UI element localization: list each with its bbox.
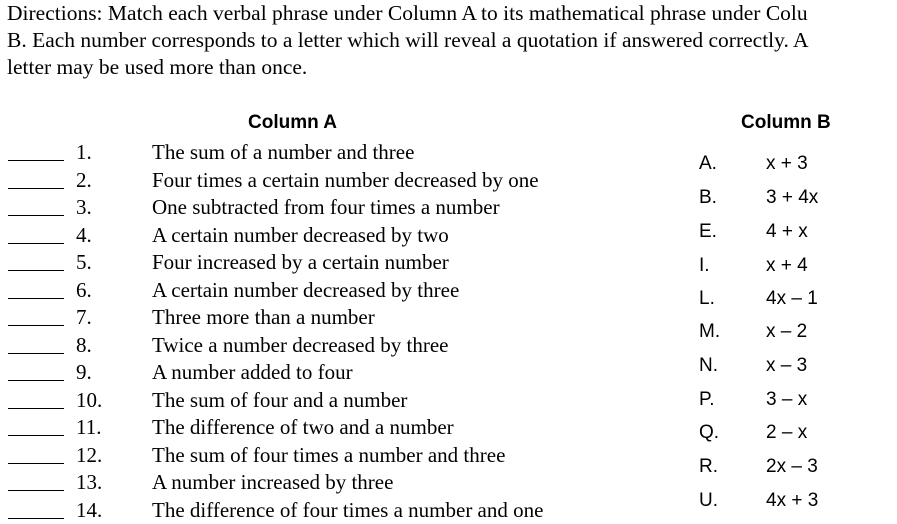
- answer-blank[interactable]: [8, 270, 64, 271]
- column-a-heading: Column A: [248, 112, 338, 133]
- item-number: 11.: [76, 415, 102, 439]
- item-number: 1.: [76, 140, 92, 164]
- directions-line-3: letter may be used more than once.: [7, 55, 308, 79]
- directions-line-2: B. Each number corresponds to a letter which will reveal a quotation if answered correctly. A: [7, 28, 809, 52]
- item-number: 13.: [76, 470, 103, 494]
- item-letter: I.: [699, 255, 710, 276]
- item-expression: 4x – 1: [766, 288, 818, 309]
- item-letter: Q.: [699, 422, 720, 443]
- item-letter: E.: [699, 221, 717, 242]
- answer-blank[interactable]: [8, 408, 64, 409]
- answer-blank[interactable]: [8, 243, 64, 244]
- item-phrase: One subtracted from four times a number: [152, 195, 500, 219]
- item-expression: x + 4: [766, 255, 808, 276]
- item-number: 6.: [76, 277, 92, 302]
- item-expression: 2x – 3: [766, 456, 818, 477]
- item-letter: M.: [699, 321, 721, 342]
- column-b-heading: Column B: [741, 112, 831, 133]
- item-phrase: A number added to four: [152, 360, 353, 384]
- answer-blank[interactable]: [8, 463, 64, 464]
- answer-blank[interactable]: [8, 298, 64, 299]
- item-phrase: Four times a certain number decreased by one: [152, 167, 539, 192]
- item-expression: 2 – x: [766, 422, 808, 443]
- item-phrase: A certain number decreased by three: [152, 277, 460, 302]
- item-letter: P.: [699, 389, 715, 410]
- item-number: 4.: [76, 222, 92, 247]
- item-letter: A.: [699, 153, 717, 174]
- answer-blank[interactable]: [8, 380, 64, 381]
- item-number: 7.: [76, 305, 92, 329]
- item-phrase: The sum of four times a number and three: [152, 442, 506, 467]
- answer-blank[interactable]: [8, 215, 64, 216]
- item-expression: x – 3: [766, 355, 808, 376]
- item-number: 5.: [76, 250, 92, 274]
- directions-line-1: Directions: Match each verbal phrase under Column A to its mathematical phrase under Colu: [7, 1, 808, 25]
- answer-blank[interactable]: [8, 325, 64, 326]
- item-expression: 4 + x: [766, 221, 808, 242]
- item-letter: L.: [699, 288, 715, 309]
- answer-blank[interactable]: [8, 518, 64, 519]
- item-letter: N.: [699, 355, 718, 376]
- item-number: 14.: [76, 497, 103, 522]
- item-phrase: The difference of two and a number: [152, 415, 454, 439]
- item-letter: R.: [699, 456, 718, 477]
- answer-blank[interactable]: [8, 353, 64, 354]
- answer-blank[interactable]: [8, 160, 64, 161]
- item-letter: B.: [699, 187, 717, 208]
- item-phrase: The difference of four times a number and one: [152, 497, 544, 522]
- item-number: 9.: [76, 360, 92, 384]
- directions: [7, 0, 897, 81]
- item-number: 8.: [76, 332, 92, 357]
- item-number: 12.: [76, 442, 103, 467]
- answer-blank[interactable]: [8, 188, 64, 189]
- item-letter: U.: [699, 490, 718, 511]
- item-phrase: A certain number decreased by two: [152, 222, 449, 247]
- item-expression: x + 3: [766, 153, 808, 174]
- item-phrase: Twice a number decreased by three: [152, 332, 449, 357]
- item-expression: 4x + 3: [766, 490, 819, 511]
- item-expression: x – 2: [766, 321, 808, 342]
- answer-blank[interactable]: [8, 435, 64, 436]
- item-number: 2.: [76, 167, 92, 192]
- item-number: 3.: [76, 195, 92, 219]
- item-phrase: The sum of a number and three: [152, 140, 415, 164]
- item-phrase: Three more than a number: [152, 305, 375, 329]
- item-phrase: Four increased by a certain number: [152, 250, 449, 274]
- item-number: 10.: [76, 387, 103, 412]
- item-phrase: The sum of four and a number: [152, 387, 408, 412]
- item-expression: 3 – x: [766, 389, 808, 410]
- item-phrase: A number increased by three: [152, 470, 394, 494]
- answer-blank[interactable]: [8, 490, 64, 491]
- item-expression: 3 + 4x: [766, 187, 819, 208]
